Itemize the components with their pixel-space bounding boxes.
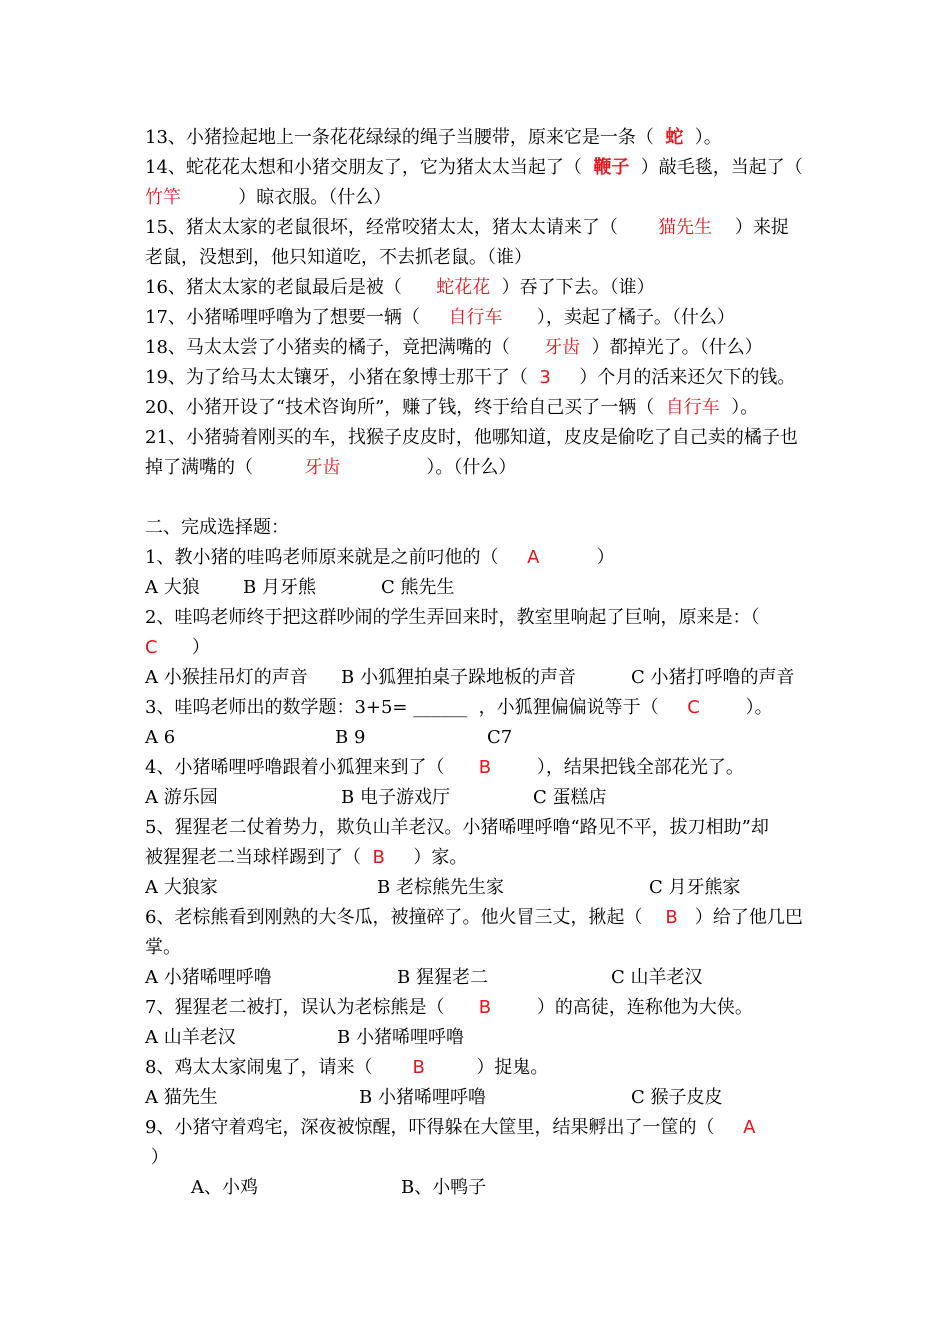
choice-question-5-cont: 被猩猩老二当球样踢到了（ B ）家。 — [145, 847, 468, 868]
choice-options-2 — [145, 666, 795, 690]
choice-options-8 — [145, 1086, 723, 1110]
choice-question-2-cont: C ） — [145, 637, 210, 658]
answer: 牙齿 — [544, 337, 581, 358]
answer: 竹竿 — [145, 187, 181, 208]
question-18: 18、马太太尝了小猪卖的橘子，竟把满嘴的（ 牙齿 ）都掉光了。（什么） — [145, 337, 763, 358]
choice-question-9-cont: ） — [145, 1147, 169, 1168]
choice-options-9 — [145, 1176, 487, 1200]
question-21-cont: 掉了满嘴的（ 牙齿 ）。（什么） — [145, 457, 517, 478]
option-b: B 小猪唏哩呼噜 — [337, 1027, 464, 1048]
answer: 自行车 — [665, 397, 720, 418]
choice-question-5: 5、猩猩老二仗着势力，欺负山羊老汉。小猪唏哩呼噜“路见不平，拔刀相助”却 — [145, 817, 769, 838]
question-15: 15、猪太太家的老鼠很坏，经常咬猪太太，猪太太请来了（ 猫先生 ）来捉 — [145, 217, 789, 238]
question-16: 16、猪太太家的老鼠最后是被（ 蛇花花 ）吞了下去。（谁） — [145, 277, 655, 298]
option-b: B 老棕熊先生家 — [377, 877, 504, 898]
option-a: A 大狼家 — [145, 877, 218, 898]
option-a: A 6 — [145, 727, 176, 748]
question-20: 20、小猪开设了“技术咨询所”，赚了钱，终于给自己买了一辆（ 自行车 ）。 — [145, 397, 759, 418]
option-a: A 大狼 — [145, 577, 200, 598]
choice-question-6-cont: 掌。 — [145, 937, 181, 958]
option-b: B 猩猩老二 — [397, 967, 488, 988]
choice-options-4 — [145, 786, 607, 810]
option-c: C 猴子皮皮 — [631, 1087, 723, 1108]
answer: A — [527, 547, 540, 568]
choice-question-1: 1、教小猪的哇呜老师原来就是之前叼他的（ A ） — [145, 547, 615, 568]
answer: B — [412, 1057, 425, 1078]
choice-options-6 — [145, 966, 703, 990]
question-15-cont: 老鼠，没想到，他只知道吃，不去抓老鼠。（谁） — [145, 247, 532, 268]
option-c: C 小猪打呼噜的声音 — [631, 667, 795, 688]
option-a: A 游乐园 — [145, 787, 218, 808]
choice-options-7 — [145, 1026, 464, 1050]
choice-question-8: 8、鸡太太家闹鬼了，请来（ B ）捉鬼。 — [145, 1057, 549, 1078]
option-a: A 小猪唏哩呼噜 — [145, 967, 272, 988]
option-c: C 蛋糕店 — [533, 787, 607, 808]
answer: 蛇 — [665, 127, 684, 148]
option-c: C 山羊老汉 — [611, 967, 703, 988]
option-b: B 小狐狸拍桌子跺地板的声音 — [341, 667, 576, 688]
question-19: 19、为了给马太太镶牙，小猪在象博士那干了（ 3 ）个月的活来还欠下的钱。 — [145, 367, 796, 388]
choice-options-3 — [145, 726, 513, 750]
answer: B — [372, 847, 385, 868]
answer: C — [687, 697, 700, 718]
answer: 牙齿 — [304, 457, 341, 478]
option-b: B、小鸭子 — [401, 1177, 487, 1198]
question-17: 17、小猪唏哩呼噜为了想要一辆（ 自行车 ），卖起了橘子。（什么） — [145, 307, 735, 328]
option-c: C7 — [487, 727, 513, 748]
option-b: B 9 — [335, 727, 366, 748]
option-c: C 熊先生 — [381, 577, 455, 598]
choice-question-3: 3、哇呜老师出的数学题：3+5= ______ ，小狐狸偏偏说等于（ C ）。 — [145, 697, 773, 718]
option-a: A 猫先生 — [145, 1087, 218, 1108]
answer: B — [665, 907, 678, 928]
choice-question-9: 9、小猪守着鸡宅，深夜被惊醒，吓得躲在大筐里，结果孵出了一筐的（ A — [145, 1117, 756, 1138]
answer: B — [478, 997, 492, 1018]
option-a: A 小猴挂吊灯的声音 — [145, 667, 308, 688]
answer: 蛇花花 — [436, 277, 491, 298]
answer: B — [478, 757, 492, 778]
answer: 3 — [539, 367, 551, 388]
question-21: 21、小猪骑着刚买的车，找猴子皮皮时，他哪知道，皮皮是偷吃了自己卖的橘子也 — [145, 427, 798, 448]
question-14: 14、蛇花花太想和小猪交朋友了，它为猪太太当起了（ 鞭子 ）敲毛毯，当起了（ — [145, 157, 803, 178]
choice-question-6: 6、老棕熊看到刚熟的大冬瓜，被撞碎了。他火冒三丈，揪起（ B ）给了他几巴 — [145, 907, 803, 928]
option-c: C 月牙熊家 — [649, 877, 741, 898]
answer: 自行车 — [448, 307, 503, 328]
answer: 鞭子 — [593, 157, 630, 178]
choice-options-1 — [145, 576, 455, 600]
option-a: A、小鸡 — [191, 1177, 258, 1198]
answer: 猫先生 — [657, 217, 712, 238]
choice-question-4: 4、小猪唏哩呼噜跟着小狐狸来到了（ B ），结果把钱全部花光了。 — [145, 757, 744, 778]
option-b: B 电子游戏厅 — [341, 787, 450, 808]
section-title: 二、完成选择题： — [145, 517, 289, 538]
option-b: B 月牙熊 — [243, 577, 316, 598]
question-14-cont: 竹竿 ）晾衣服。（什么） — [145, 187, 392, 208]
choice-question-2: 2、哇呜老师终于把这群吵闹的学生弄回来时，教室里响起了巨响，原来是：（ — [145, 607, 760, 628]
answer: C — [145, 637, 158, 658]
choice-question-7: 7、猩猩老二被打，误认为老棕熊是（ B ）的高徒，连称他为大侠。 — [145, 997, 753, 1018]
option-b: B 小猪唏哩呼噜 — [359, 1087, 486, 1108]
choice-options-5 — [145, 876, 741, 900]
option-a: A 山羊老汉 — [145, 1027, 236, 1048]
question-13: 13、小猪捡起地上一条花花绿绿的绳子当腰带，原来它是一条（ 蛇 ）。 — [145, 127, 722, 148]
answer: A — [743, 1117, 756, 1138]
